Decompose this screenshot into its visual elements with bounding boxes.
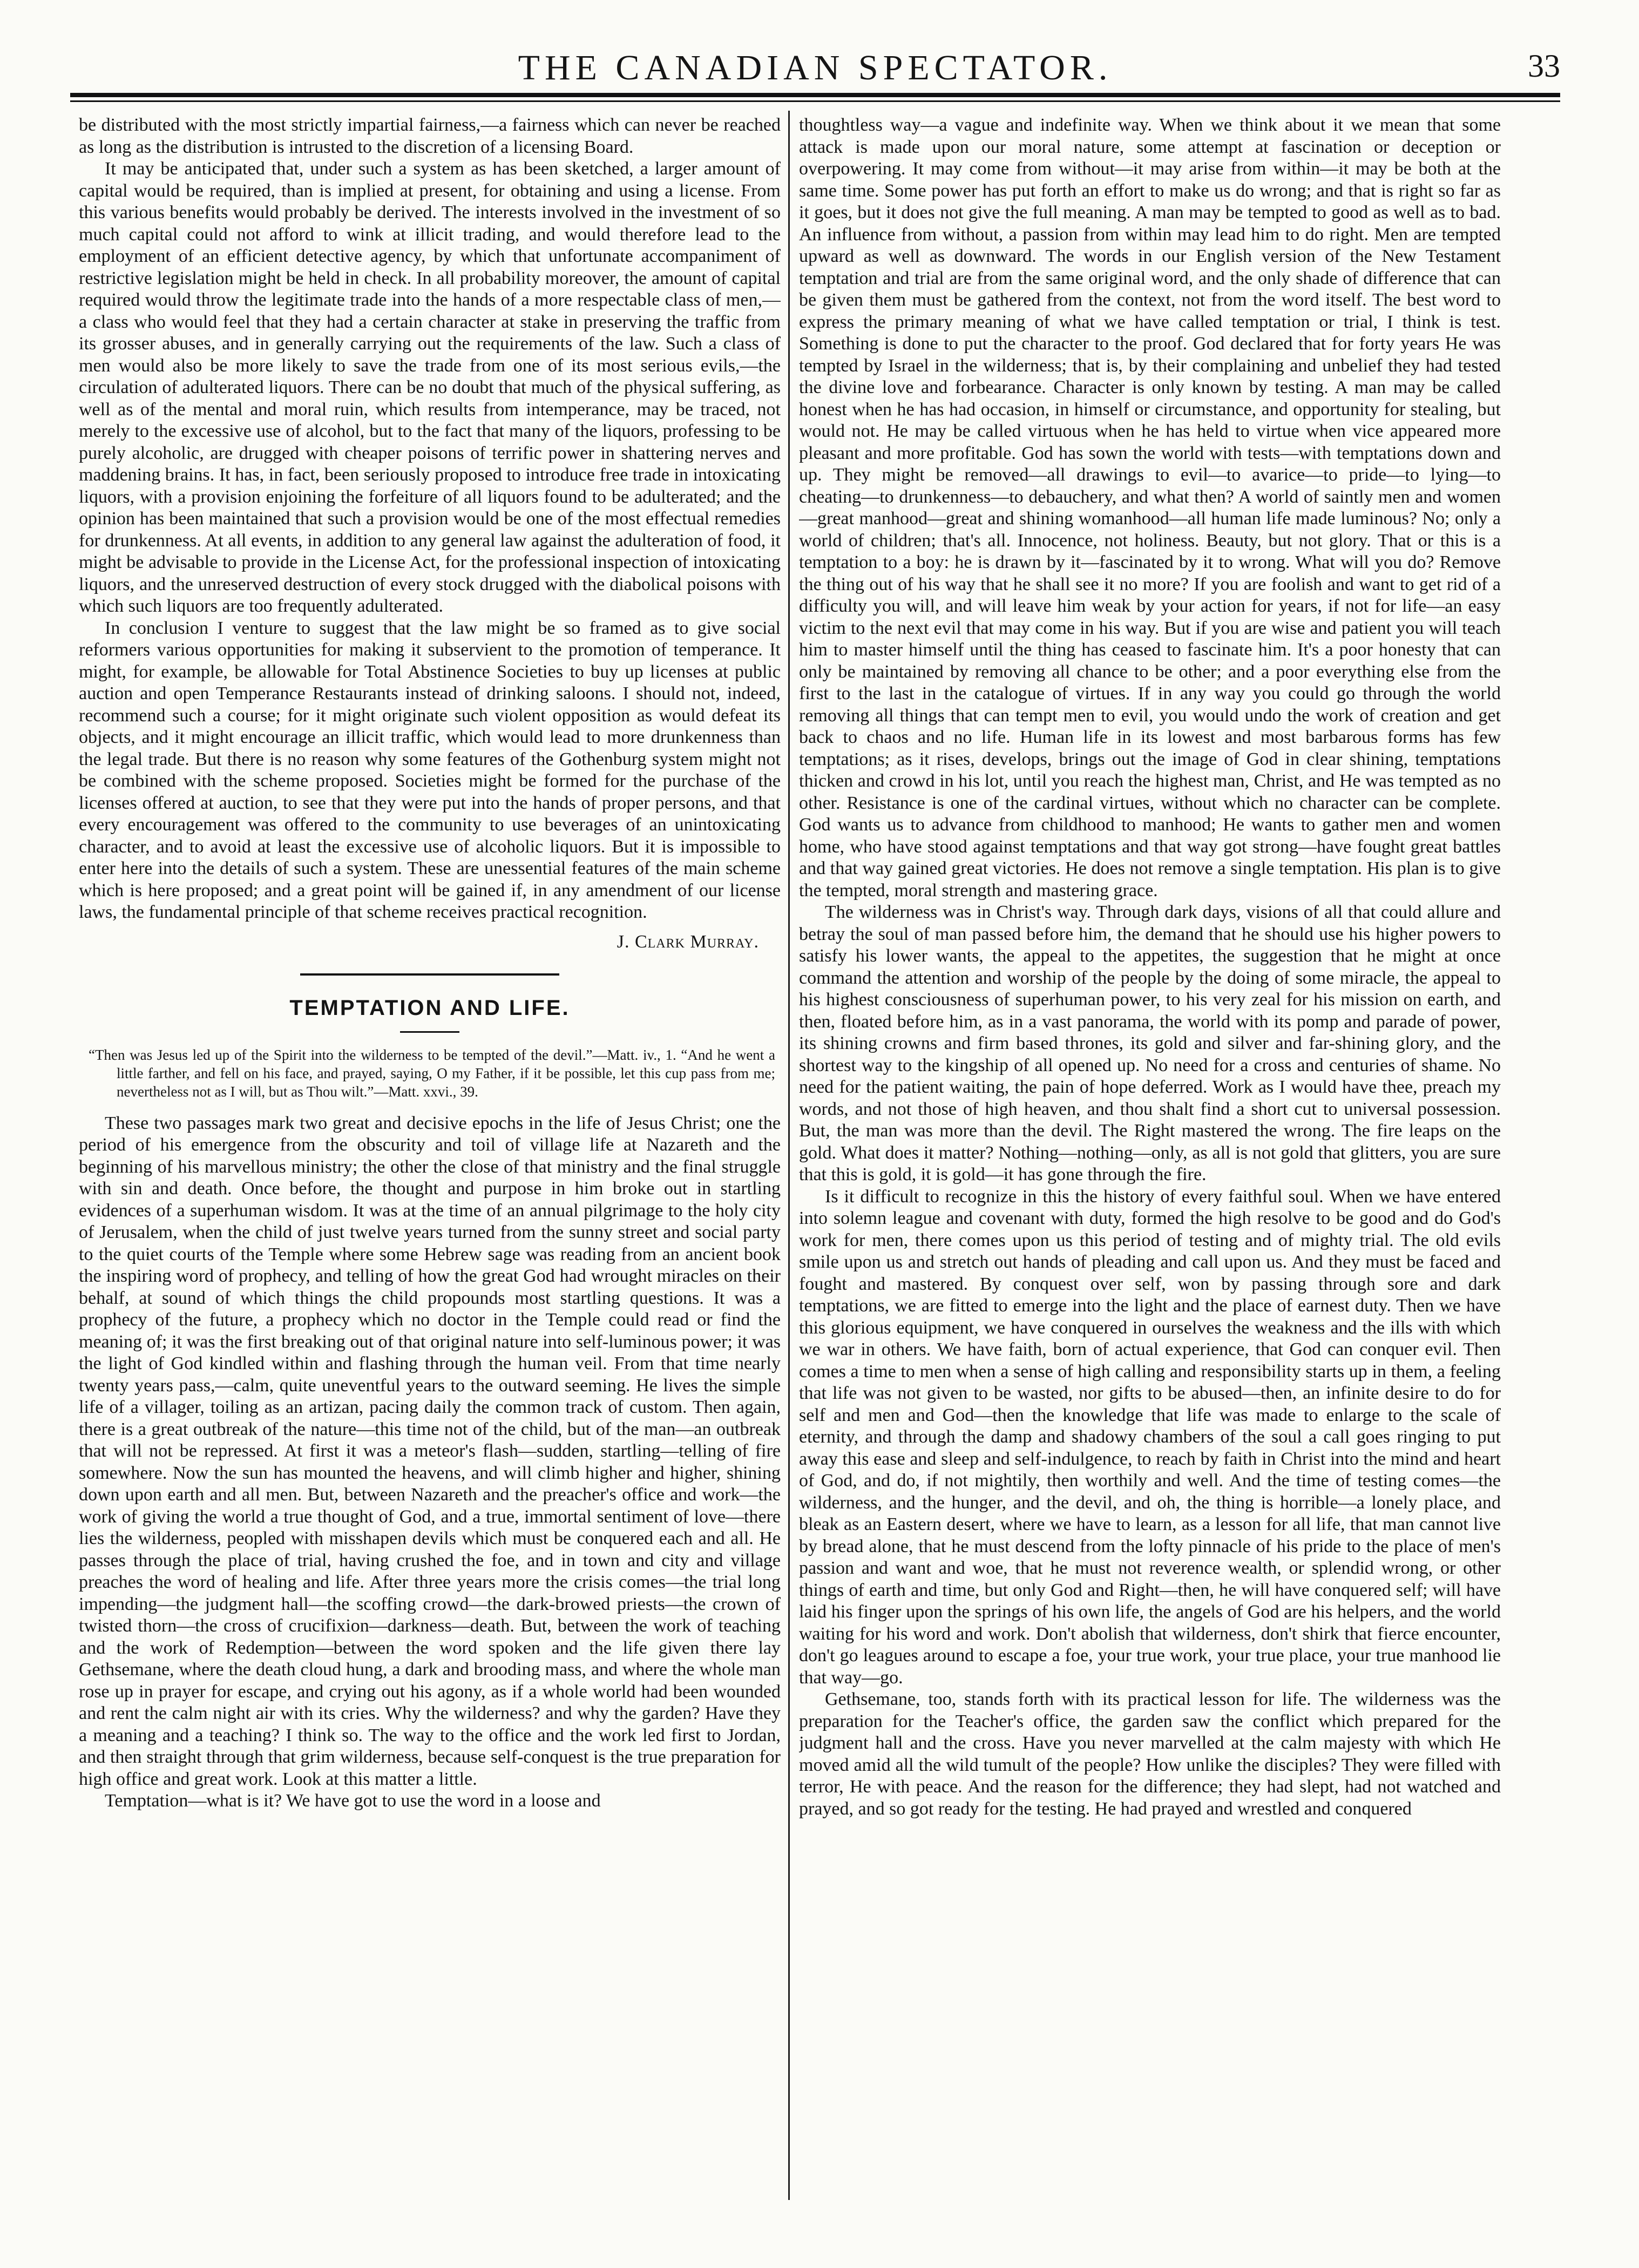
masthead xyxy=(70,38,1560,89)
paragraph: Temptation—what is it? We have got to use the word in a loose and xyxy=(105,1791,601,1811)
paragraph: be distributed with the most strictly impartial fairness,—a fairness which can never be reached as long as the distribution is intrusted to the discretion of a licensing Board. xyxy=(79,115,781,157)
epigraph xyxy=(79,1046,781,1101)
paragraph: In conclusion I venture to suggest that the law might be so framed as to give social reformers various opportunities for making it subservient to the promotion of temperance. It might, for example, be allowable for Total Abstinence Societies to buy up licenses at public auction and open Temperance Restaurants instead of drinking saloons. I should not, indeed, recommend such a course; for it might originate such violent opposition as would defeat its objects, and it might encourage an illicit traffic, which would lead to more drunkenness than the legal trade. But there is no reason why some features of the Gothenburg system might not be combined with the scheme proposed. Societies might be formed for the purchase of the licenses offered at auction, to see that they were put into the hands of proper persons, and that every encouragement was offered to the community to use beverages of an unintoxicating character, and to avoid at least the excessive use of alcoholic liquors. But it is impossible to enter here into the details of such a system. These are unessential features of the main scheme which is here proposed; and a great point will be gained if, in any amendment of our license laws, the fundamental principle of that scheme receives practical recognition. xyxy=(79,618,781,922)
paragraph: The wilderness was in Christ's way. Through dark days, visions of all that could allure and betray the soul of man passed before him, the demand that he should use his higher powers to satisfy his lower wants, the appeal to the appetites, the suggestion that he might at once command the attention and worship of the people by the doing of some miracle, the appeal to his highest consciousness of superhuman power, to his very zeal for his mission on earth, and then, floated before him, as in a vast panorama, the world with its pomp and parade of power, its shining crowns and firm based thrones, its gold and silver and far-shining glory, and the shortest way to the kingship of all opened up. No need for a cross and centuries of shame. No need for the patient waiting, the pain of hope deferred. Work as I would have thee, preach my words, and not those of high heaven, and thou shalt find a short cut to universal possession. But, the man was more than the devil. The Right mastered the wrong. The fire leaps on the gold. What does it matter? Nothing—nothing—only, as all is not gold that glitters, you are sure that this is gold, it is gold—it has gone through the fire. xyxy=(799,902,1501,1184)
paragraph: Gethsemane, too, stands forth with its practical lesson for life. The wilderness was the preparation for the Teacher's office, the garden saw the conflict which prepared for the judgment hall and the cross. Have you never marvelled at the calm majesty with which He moved amid all the wild tumult of the people? How unlike the disciples? They were filled with terror, He with peace. And the reason for the difference; they had slept, had not watched and prayed, and so got ready for the testing. He had prayed and wrestled and conquered xyxy=(799,1689,1501,1819)
author-signature: J. Clark Murray. xyxy=(617,931,759,952)
paragraph: thoughtless way—a vague and indefinite way. When we think about it we mean that some attack is made upon our moral nature, some attempt at fascination or deception or overpowering. It may come from without—it may arise from within—it may be both at the same time. Some power has put forth an effort to make us do wrong; and that is right so far as it goes, but it does not give the full meaning. A man may be tempted to good as well as to bad. An influence from without, a passion from within may lead him to do right. Men are tempted upward as well as downward. The words in our English version of the New Testament temptation and trial are from the same original word, and the only shade of difference that can be given them must be gathered from the context, not from the word itself. The best word to express the primary meaning of what we have called temptation or trial, I think is test. Something is done to put the character to the proof. God declared that for forty years He was tempted by Israel in the wilderness; that is, by their complaining and unbelief they had tested the divine love and forbearance. Character is only known by testing. A man may be called honest when he has had occasion, in himself or circumstance, and opportunity for stealing, but would not. He may be called virtuous when he has held to virtue when vice appeared more pleasant and more profitable. God has sown the world with tests—with temptations down and up. They might be removed—all drawings to evil—to avarice—to pride—to lying—to cheating—to drunkenness—to debauchery, and what then? A world of saintly men and women—great manhood—great and shining womanhood—all human life made luminous? No; only a world of children; that's all. Innocence, not holiness. Beauty, but not glory. That or this is a temptation to a boy: he is drawn by it—fascinated by it to wrong. What will you do? Remove the thing out of his way that he shall see it no more? If you are foolish and want to get rid of a difficulty you will, and will leave him weak by your action for years, if not for life—an easy victim to the next evil that may come in his way. But if you are wise and patient you will teach him to master himself until the thing has ceased to fascinate him. It's a poor honesty that can only be maintained by removing all chance to be other; and a poor everything else from the first to the last in the catalogue of virtues. If in any way you could go through the world removing all things that can tempt men to evil, you would undo the work of creation and get back to chaos and no life. Human life in its lowest and most barbarous forms has few temptations; as it rises, develops, brings out the image of God in clear shining, temptations thicken and crowd in his lot, until you reach the highest man, Christ, and He was tempted as no other. Resistance is one of the cardinal virtues, without which no character can be complete. God wants us to advance from childhood to manhood; He wants to gather men and women home, who have stood against temptations and that way got strong—have fought great battles and that way gained great victories. He does not remove a single temptation. His plan is to give the tempted, moral strength and mastering grace. xyxy=(799,115,1501,901)
paragraph: Is it difficult to recognize in this the history of every faithful soul. When we have entered into solemn league and covenant with duty, formed the high resolve to be good and do God's work for men, there comes upon us this period of testing and of mighty trial. The old evils smile upon us and stretch out hands of pleading and call upon us. And they must be faced and fought and mastered. By conquest over self, won by passing through sore and dark temptations, we are fitted to emerge into the light and the place of earnest duty. Then we have this glorious equipment, we have conquered in ourselves the weakness and the ills with which we war in others. We have faith, born of actual experience, that God can conquer evil. Then comes a time to men when a sense of high calling and responsibility starts up in them, a feeling that life was not given to be wasted, nor gifts to be abused—then, an infinite desire to do for self and men and God—then the knowledge that life was made to enlarge to the scale of eternity, and through the damp and shadowy chambers of the soul a call goes ringing to put away this ease and sleep and self-indulgence, to reach by faith in Christ into the mind and heart of God, and do, if not mightily, then worthily and well. And the time of testing comes—the wilderness, and the hunger, and the devil, and oh, the thing is horrible—a lonely place, and bleak as an Eastern desert, where we have to learn, as a lesson for all life, that man cannot live by bread alone, that he must descend from the lofty pinnacle of his pride to the place of men's passion and want and woe, that he must not reverence wealth, or splendid wrong, or other things of earth and time, but only God and Right—then, he will have conquered self; will have laid his finger upon the springs of his own life, the angels of God are his helpers, and the world waiting for his word and work. Don't abolish that wilderness, don't shirk that fierce encounter, don't go leagues around to escape a foe, your true work, your true place, your true manhood lie that way—go. xyxy=(799,1186,1501,1688)
publication-title: THE CANADIAN SPECTATOR. xyxy=(518,48,1113,87)
right-column xyxy=(799,114,1501,2198)
header-rule-thin xyxy=(70,100,1560,102)
epigraph-text: “Then was Jesus led up of the Spirit into the wilderness to be tempted of the devil.”—Matt. iv., 1. “And he went a little farther, and fell on his face, and prayed, saying, O my Father, if it be possible, let this cup pass from me; nevertheless not as I will, but as Thou wilt.”—Matt. xxvi., 39. xyxy=(89,1046,775,1100)
header-rule-thick xyxy=(70,93,1560,97)
left-column xyxy=(79,114,781,2198)
paragraph: It may be anticipated that, under such a system as has been sketched, a larger amount of capital would be required, than is implied at present, for obtaining and using a license. From this various benefits would probably be derived. The interests involved in the investment of so much capital could not afford to wink at illicit trading, and would therefore lead to the employment of an efficient detective agency, by which that unfortunate accompaniment of restrictive legislation might be held in check. In all probability moreover, the amount of capital required would throw the legitimate trade into the hands of a more respectable class of men,—a class who would feel that they had a certain character at stake in preserving the traffic from its grosser abuses, and in generally carrying out the requirements of the law. Such a class of men would also be more likely to save the trade from one of its most serious evils,—the circulation of adulterated liquors. There can be no doubt that much of the physical suffering, as well as of the mental and moral ruin, which results from intemperance, may be traced, not merely to the excessive use of alcohol, but to the fact that many of the liquors, professing to be purely alcoholic, are drugged with cheaper poisons of terrific power in shattering nerves and maddening brains. It has, in fact, been seriously proposed to introduce free trade in intoxicating liquors, with a provision enjoining the forfeiture of all liquors found to be adulterated; and the opinion has been maintained that such a provision would be one of the most effectual remedies for drunkenness. At all events, in addition to any general law against the adulteration of food, it might be advisable to provide in the License Act, for the professional inspection of intoxicating liquors, and the unreserved destruction of every stock drugged with the diabolical poisons with which such liquors are too frequently adulterated. xyxy=(79,159,781,616)
page-number: 33 xyxy=(1528,48,1560,84)
article-separator xyxy=(300,973,559,976)
paragraph: These two passages mark two great and decisive epochs in the life of Jesus Christ; one the period of his emergence from the obscurity and toil of village life at Nazareth and the beginning of his marvellous ministry; the other the close of that ministry and the final struggle with sin and death. Once before, the thought and purpose in him broke out in startling evidences of a superhuman wisdom. It was at the time of an annual pilgrimage to the holy city of Jerusalem, when the child of just twelve years turned from the sunny street and social party to the quiet courts of the Temple where some Hebrew sage was reading from an ancient book the inspiring word of prophecy, and telling of how the great God had wrought miracles on their behalf, at sound of which things the child propounds most startling questions. It was a prophecy of the future, a prophecy which no doctor in the Temple could read or find the meaning of; it was the first breaking out of that original nature into self-luminous power; it was the light of God kindled within and flashing through the human veil. From that time nearly twenty years pass,—calm, quite uneventful years to the outward seeming. He lives the simple life of a villager, toiling as an artizan, pacing daily the common track of custom. Then again, there is a great outbreak of the nature—this time not of the child, but of the man—an outbreak that will not be repressed. At first it was a meteor's flash—sudden, startling—telling of fire somewhere. Now the sun has mounted the heavens, and will climb higher and higher, shining down upon earth and all men. But, between Nazareth and the preacher's office and work—the work of giving the world a true thought of God, and a true, immortal sentiment of love—there lies the wilderness, peopled with misshapen devils which must be conquered each and all. He passes through the place of trial, having crushed the foe, and in town and city and village preaches the word of healing and life. After three years more the crisis comes—the trial long impending—the judgment hall—the scoffing crowd—the dark-browed priests—the crown of twisted thorn—the cross of crucifixion—darkness—death. But, between the work of teaching and the work of Redemption—between the word spoken and the life given there lay Gethsemane, where the death cloud hung, a dark and brooding mass, and where the whole man rose up in prayer for escape, and crying out his agony, as if a whole world had been wounded and rent the calm night air with its cries. Why the wilderness? and why the garden? Have they a meaning and a teaching? I think so. The way to the office and the work led first to Jordan, and then straight through that grim wilderness, because self-conquest is the true preparation for high office and great work. Look at this matter a little. xyxy=(79,1113,781,1789)
column-divider xyxy=(788,111,790,2200)
article-title: TEMPTATION AND LIFE. xyxy=(289,996,570,1020)
title-underline xyxy=(400,1031,459,1033)
